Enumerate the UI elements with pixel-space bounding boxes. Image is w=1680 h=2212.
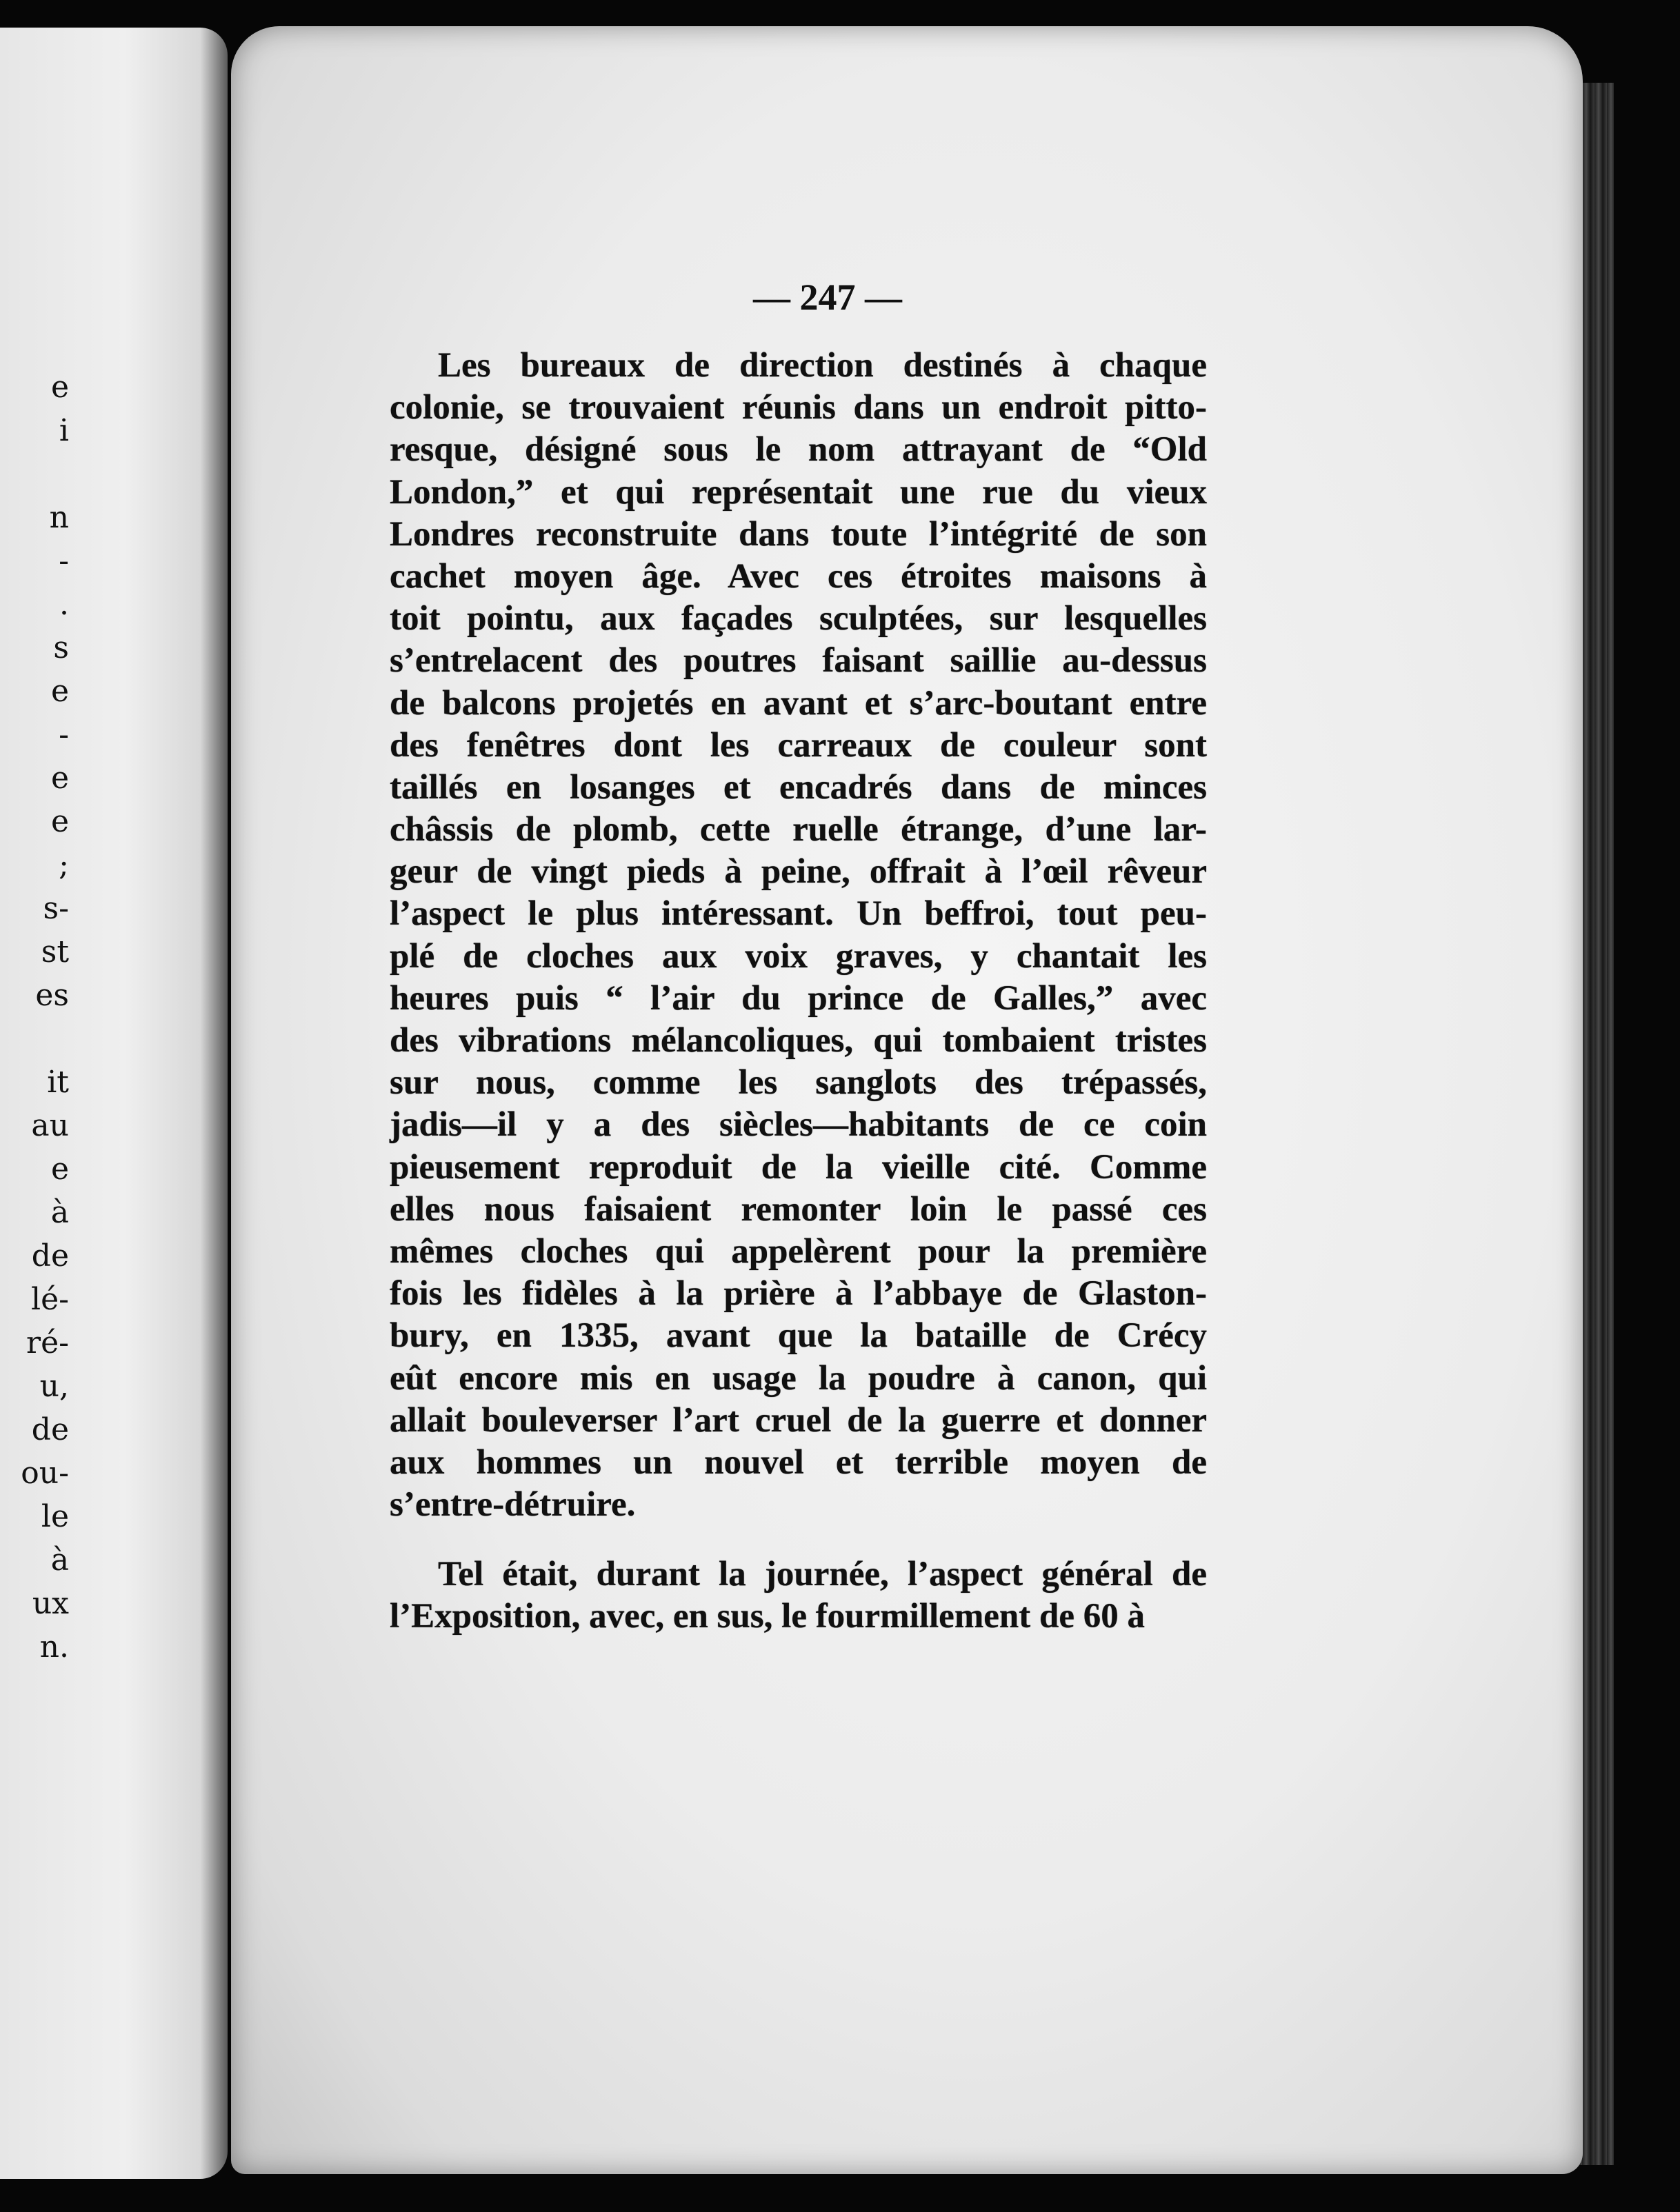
text-line: l’aspect le plus intéressant. Un beffroi, tout peu- [390, 894, 1207, 934]
left-page-fragment: ou- [21, 1456, 69, 1491]
left-page-fragment: e [50, 1152, 69, 1187]
text-line: mêmes cloches qui appelèrent pour la première [390, 1231, 1207, 1271]
left-page-fragment: e [50, 674, 69, 709]
page-body-text [390, 345, 1207, 1638]
left-page-fragment: e [50, 761, 69, 796]
left-page-fragment: s [53, 630, 69, 665]
text-line: Londres reconstruite dans toute l’intégrité de son [390, 514, 1207, 554]
text-line: des vibrations mélancoliques, qui tombaient tristes [390, 1021, 1207, 1060]
text-line: heures puis “ l’air du prince de Galles,” avec [390, 978, 1207, 1018]
left-page-fragment: de [31, 1238, 69, 1274]
text-line: jadis—il y a des siècles—habitants de ce coin [390, 1105, 1207, 1145]
paragraph-1 [390, 345, 1207, 1526]
text-line: Tel était, durant la journée, l’aspect général de [438, 1555, 1207, 1594]
text-line: bury, en 1335, avant que la bataille de Crécy [390, 1316, 1207, 1356]
text-line: London,” et qui représentait une rue du vieux [390, 472, 1207, 512]
text-line: plé de cloches aux voix graves, y chantait les [390, 936, 1207, 976]
text-line: fois les fidèles à la prière à l’abbaye de Glaston- [390, 1274, 1207, 1314]
text-line: allait bouleverser l’art cruel de la guerre et donner [390, 1400, 1207, 1440]
left-page-fragment: it [47, 1065, 69, 1100]
left-page-fragment: e [50, 370, 69, 405]
left-page-fragment [0, 452, 69, 496]
text-line: des fenêtres dont les carreaux de couleur sont [390, 725, 1207, 765]
left-page-fragment: à [50, 1542, 69, 1578]
text-line: aux hommes un nouvel et terrible moyen de [390, 1442, 1207, 1482]
text-line: sur nous, comme les sanglots des trépassés, [390, 1063, 1207, 1103]
text-line: cachet moyen âge. Avec ces étroites maisons à [390, 556, 1207, 596]
left-page-fragment: u, [39, 1369, 69, 1404]
text-line: resque, désigné sous le nom attrayant de “Old [390, 430, 1207, 470]
previous-page-text-fragments [0, 365, 69, 1669]
left-page-fragment: n. [39, 1629, 69, 1665]
text-line: l’Exposition, avec, en sus, le fourmillement de 60 à [390, 1597, 1146, 1636]
text-line: colonie, se trouvaient réunis dans un endroit pitto- [390, 388, 1207, 428]
left-page-fragment: à [50, 1195, 69, 1230]
paragraph-gap [390, 1526, 1207, 1554]
left-page-fragment: st [41, 934, 69, 969]
left-page-fragment: . [59, 587, 69, 622]
left-page-fragment: - [59, 543, 69, 579]
text-line: s’entre-détruire. [390, 1485, 636, 1525]
left-page-fragment: es [35, 978, 69, 1013]
left-page-fragment: ; [59, 847, 69, 883]
text-line: châssis de plomb, cette ruelle étrange, d’une lar- [390, 810, 1207, 849]
left-page-fragment: s- [43, 891, 69, 926]
text-line: eût encore mis en usage la poudre à canon, qui [390, 1358, 1207, 1398]
text-line: geur de vingt pieds à peine, offrait à l’œil rêveur [390, 852, 1207, 892]
page-number: — 247 — [753, 276, 902, 318]
left-page-fragment: ux [32, 1586, 69, 1621]
text-line: elles nous faisaient remonter loin le passé ces [390, 1189, 1207, 1229]
previous-page-strip [0, 28, 228, 2179]
text-line: Les bureaux de direction destinés à chaque [438, 346, 1207, 385]
left-page-fragment: de [31, 1412, 69, 1447]
left-page-fragment: au [31, 1108, 69, 1143]
text-line: de balcons projetés en avant et s’arc-boutant entre [390, 683, 1207, 723]
left-page-fragment: - [59, 717, 69, 752]
text-line: toit pointu, aux façades sculptées, sur lesquelles [390, 599, 1207, 639]
left-page-fragment: e [50, 804, 69, 839]
text-line: pieusement reproduit de la vieille cité. Comme [390, 1147, 1207, 1187]
left-page-fragment: ré- [26, 1325, 69, 1360]
left-page-fragment: le [41, 1499, 69, 1534]
text-line: taillés en losanges et encadrés dans de minces [390, 767, 1207, 807]
left-page-fragment: i [59, 413, 69, 448]
left-page-fragment: lé- [31, 1282, 69, 1317]
left-page-fragment [0, 1017, 69, 1060]
text-line: s’entrelacent des poutres faisant saillie au-dessus [390, 641, 1207, 681]
left-page-fragment: n [49, 500, 69, 535]
paragraph-2 [390, 1554, 1207, 1638]
